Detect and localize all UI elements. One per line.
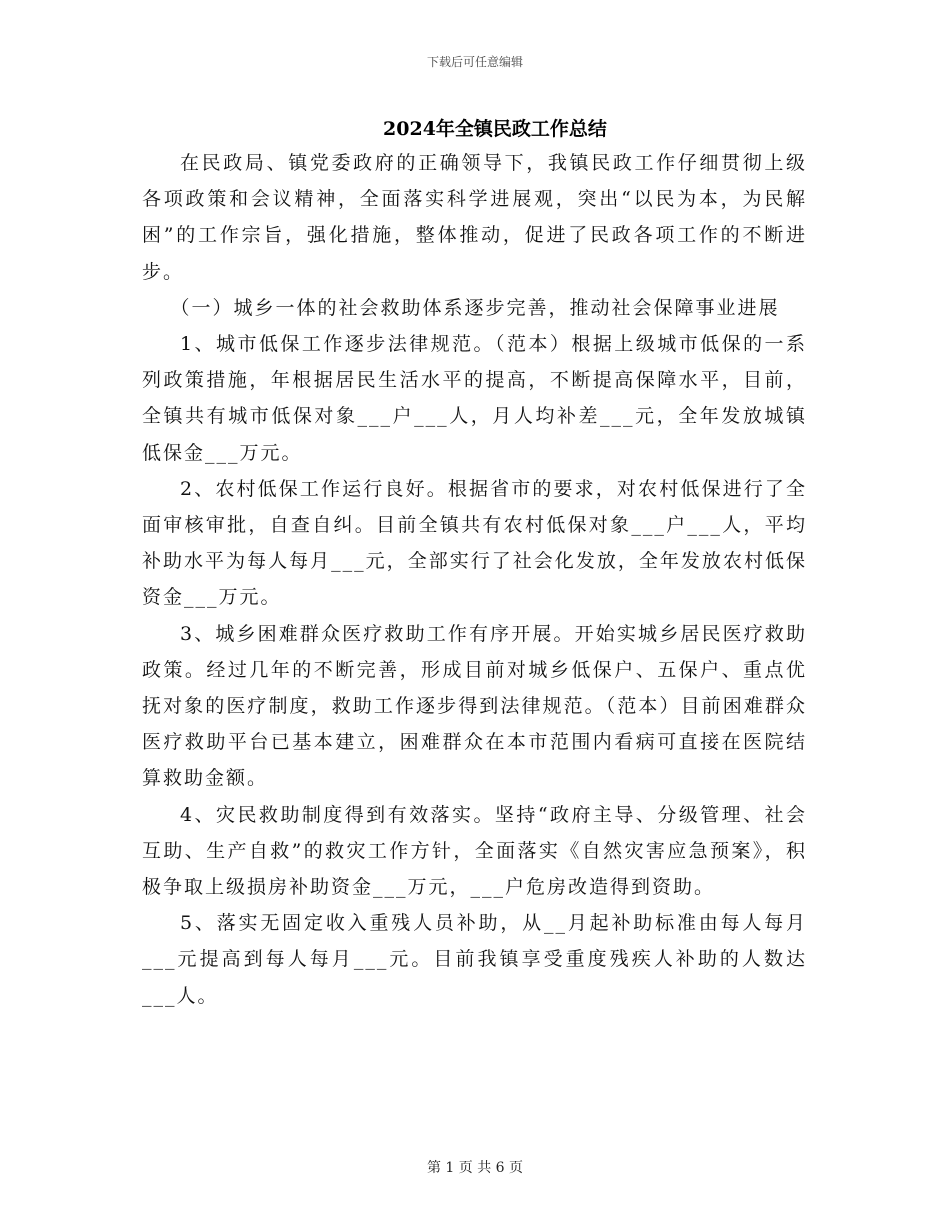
paragraph-item-5: 5、落实无固定收入重残人员补助，从__月起补助标准由每人每月___元提高到每人每月___元。目前我镇享受重度残疾人补助的人数达___人。 [142, 912, 807, 1007]
page-number: 第 1 页 共 6 页 [426, 1160, 524, 1176]
paragraph-item-3: 3、城乡困难群众医疗救助工作有序开展。开始实城乡居民医疗救助政策。经过几年的不断完善，形成目前对城乡低保户、五保户、重点优抚对象的医疗制度，救助工作逐步得到法律规范。（范本）目前困难群众医疗救助平台已基本建立，困难群众在本市范围内看病可直接在医院结算救助金额。 [142, 622, 807, 790]
document-body [142, 145, 807, 1014]
document-title: 2024年全镇民政工作总结 [383, 118, 607, 140]
paragraph-item-1: 1、城市低保工作逐步法律规范。（范本）根据上级城市低保的一系列政策措施，年根据居民生活水平的提高，不断提高保障水平，目前，全镇共有城市低保对象___户___人，月人均补差___元，全年发放城镇低保金___万元。 [142, 333, 807, 464]
paragraph-item-4: 4、灾民救助制度得到有效落实。坚持“政府主导、分级管理、社会互助、生产自救”的救灾工作方针，全面落实《自然灾害应急预案》，积极争取上级损房补助资金___万元，___户危房改造得到资助。 [142, 803, 807, 899]
intro-paragraph: 在民政局、镇党委政府的正确领导下，我镇民政工作仔细贯彻上级各项政策和会议精神，全面落实科学进展观，突出“以民为本，为民解困”的工作宗旨，强化措施，整体推动，促进了民政各项工作的不断进步。 [142, 152, 807, 283]
paragraph-item-2: 2、农村低保工作运行良好。根据省市的要求，对农村低保进行了全面审核审批，自查自纠。目前全镇共有农村低保对象___户___人，平均补助水平为每人每月___元，全部实行了社会化发放，全年发放农村低保资金___万元。 [142, 477, 807, 609]
page-header: 下载后可任意编辑 [426, 55, 523, 69]
section-heading: （一）城乡一体的社会救助体系逐步完善，推动社会保障事业进展 [170, 296, 780, 319]
